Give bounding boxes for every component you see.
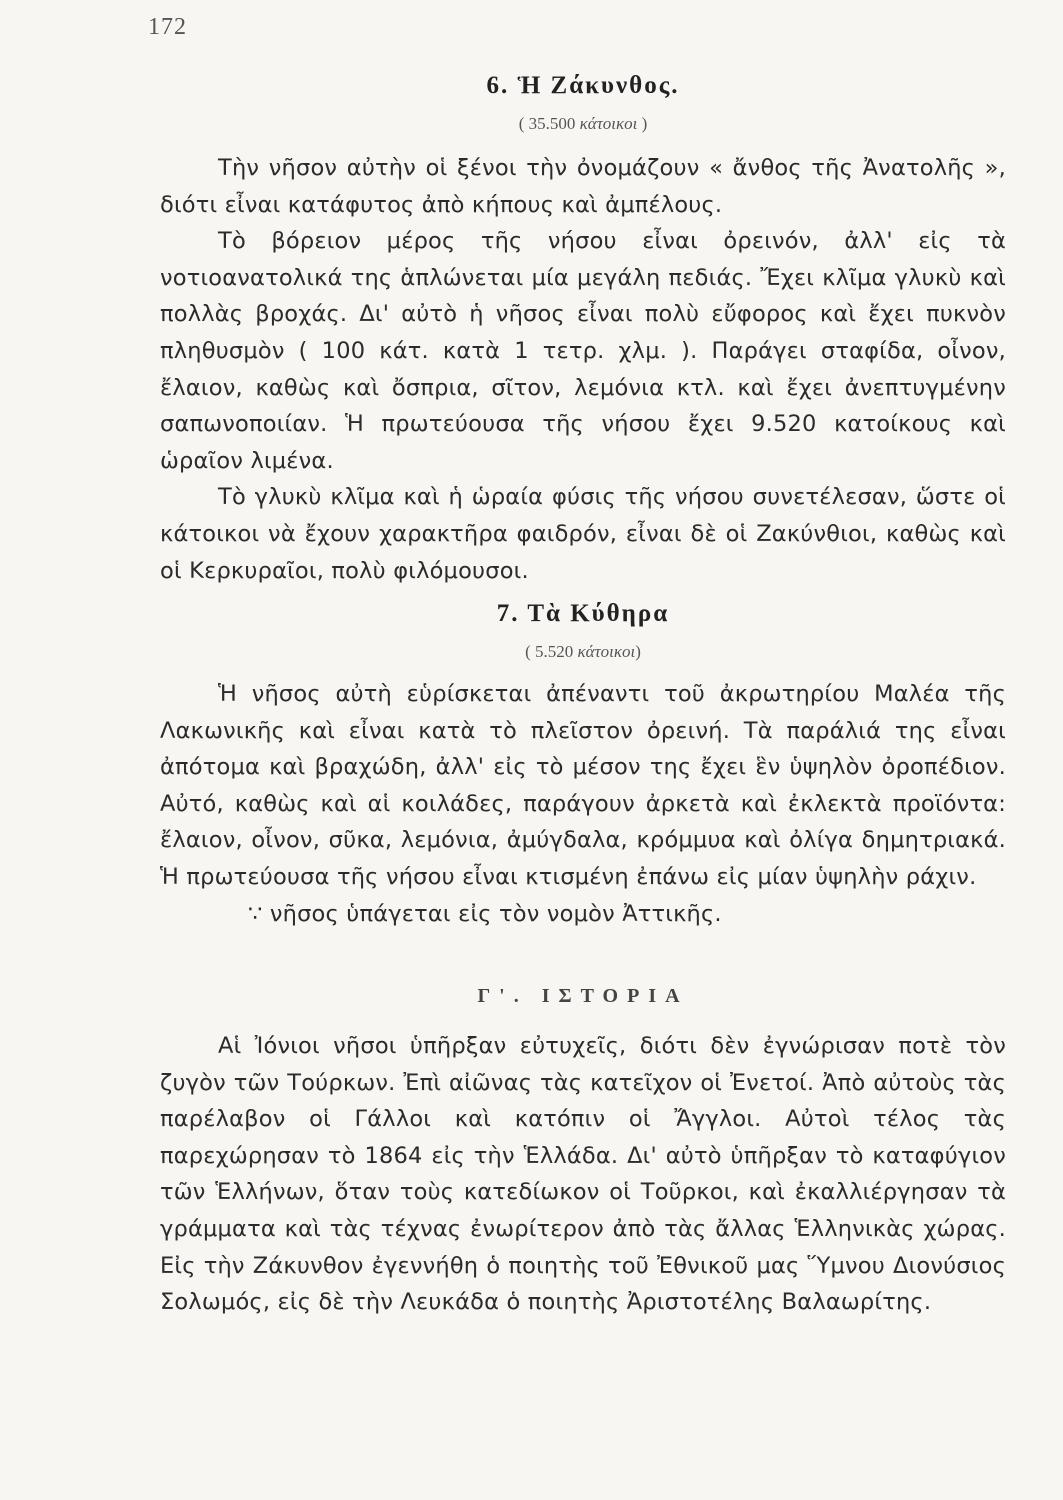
paragraph: Ἡ νῆσος αὐτὴ εὑρίσκεται ἀπέναντι τοῦ ἀκρωτηρίου Μαλέα τῆς Λακωνικῆς καὶ εἶναι κατὰ τὸ πλεῖστον ὀρεινή. Τὰ παράλιά της εἶναι ἀπότομα καὶ βραχώδη, ἀλλ' εἰς τὸ μέσον της ἔχει ἓν ὑψηλὸν ὀροπέδιον. Αὐτό, καθὼς καὶ αἱ κοιλάδες, παράγουν ἀρκετὰ καὶ ἐκλεκτὰ προϊόντα: ἔλαιον, οἶνον, σῦκα, λεμόνια, ἀμύγδαλα, κρόμμυα καὶ ὀλίγα δημητριακά. Ἡ πρωτεύουσα τῆς νήσου εἶναι κτισμένη ἐπάνω εἰς μίαν ὑψηλὴν ράχιν. — [160, 681, 1006, 890]
population-zakynthos: ( 35.500 κάτοικοι ) — [518, 114, 648, 133]
section-heading-kythera: 7. Τὰ Κύθηρα — [496, 600, 670, 627]
paragraph: Τὸ γλυκὺ κλῖμα καὶ ἡ ὡραία φύσις τῆς νήσου συνετέλεσαν, ὥστε οἱ κάτοικοι νὰ ἔχουν χαρακτῆρα φαιδρόν, εἶναι δὲ οἱ Ζακύνθιοι, καθὼς καὶ οἱ Κερκυραῖοι, πολὺ φιλόμουσοι. — [160, 484, 1006, 584]
paragraph: Τὸ βόρειον μέρος τῆς νήσου εἶναι ὀρεινόν, ἀλλ' εἰς τὰ νοτιοανατολικά της ἁπλώνεται μία μεγάλη πεδιάς. Ἔχει κλῖμα γλυκὺ καὶ πολλὰς βροχάς. Δι' αὐτὸ ἡ νῆσος εἶναι πολὺ εὔφορος καὶ ἔχει πυκνὸν πληθυσμὸν ( 100 κάτ. κατὰ 1 τετρ. χλμ. ). Παράγει σταφίδα, οἶνον, ἔλαιον, καθὼς καὶ ὄσπρια, σῖτον, λεμόνια κτλ. καὶ ἔχει ἀνεπτυγμένην σαπωνοποιίαν. Ἡ πρωτεύουσα τῆς νήσου ἔχει 9.520 κατοίκους καὶ ὡραῖον λιμένα. — [160, 228, 1006, 474]
page-number: 172 — [148, 14, 187, 40]
paragraph: ∵ νῆσος ὑπάγεται εἰς τὸν νομὸν Ἀττικῆς. — [248, 900, 722, 927]
section-kythera — [160, 600, 1006, 932]
section-heading-zakynthos: 6. Ἡ Ζάκυνθος. — [486, 72, 680, 99]
history-heading: Γ'. ΙΣΤΟΡΙΑ — [477, 985, 689, 1007]
paragraph: Αἱ Ἰόνιοι νῆσοι ὑπῆρξαν εὐτυχεῖς, διότι δὲν ἐγνώρισαν ποτὲ τὸν ζυγὸν τῶν Τούρκων. Ἐπὶ αἰῶνας τὰς κατεῖχον οἱ Ἐνετοί. Ἀπὸ αὐτοὺς τὰς παρέλαβον οἱ Γάλλοι καὶ κατόπιν οἱ Ἄγγλοι. Αὐτοὶ τέλος τὰς παρεχώρησαν τὸ 1864 εἰς τὴν Ἑλλάδα. Δι' αὐτὸ ὑπῆρξαν τὸ καταφύγιον τῶν Ἑλλήνων, ὅταν τοὺς κατεδίωκον οἱ Τοῦρκοι, καὶ ἐκαλλιέργησαν τὰ γράμματα καὶ τὰς τέχνας ἐνωρίτερον ἀπὸ τὰς ἄλλας Ἑλληνικὰς χώρας. Εἰς τὴν Ζάκυνθον ἐγεννήθη ὁ ποιητὴς τοῦ Ἐθνικοῦ μας Ὕμνου Διονύσιος Σολωμός, εἰς δὲ τὴν Λευκάδα ὁ ποιητὴς Ἀριστοτέλης Βαλαωρίτης. — [160, 1033, 1006, 1316]
section-history — [160, 985, 1006, 1321]
population-kythera: ( 5.520 κάτοικοι) — [525, 642, 641, 661]
paragraph: Τὴν νῆσον αὐτὴν οἱ ξένοι τὴν ὀνομάζουν « ἄνθος τῆς Ἀνατολῆς », διότι εἶναι κατάφυτος ἀπὸ κήπους καὶ ἀμπέλους. — [160, 155, 1006, 218]
section-zakynthos — [160, 72, 1006, 589]
